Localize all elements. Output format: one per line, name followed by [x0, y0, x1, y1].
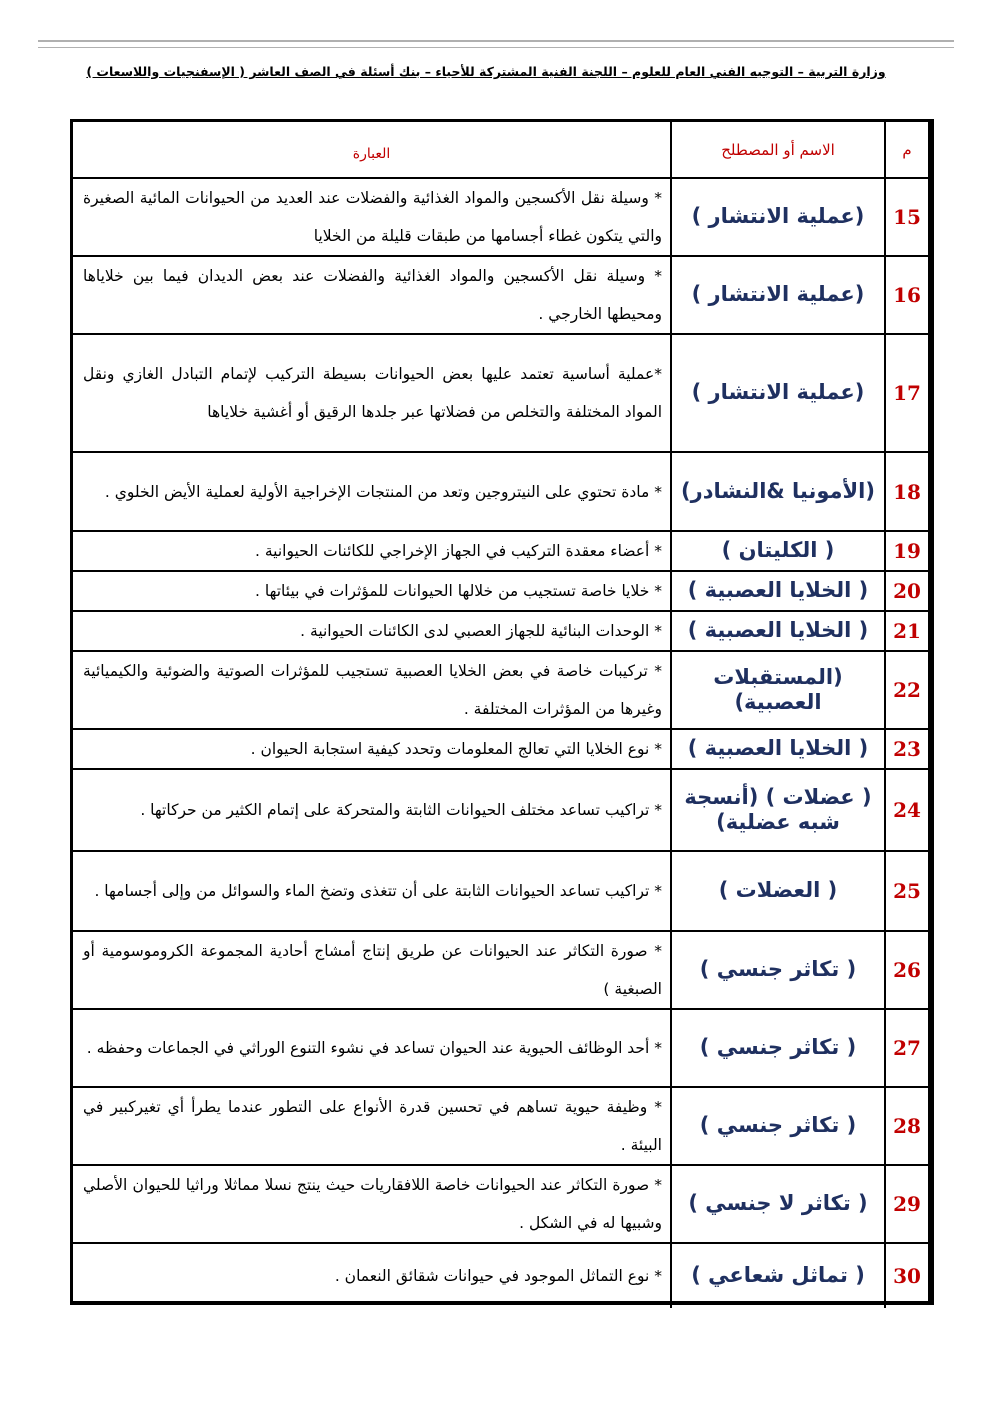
header-statement: العبارة	[73, 122, 670, 179]
row-number: 15	[884, 179, 928, 257]
row-number: 18	[884, 453, 928, 532]
row-number: 22	[884, 652, 928, 730]
table-row	[73, 453, 928, 532]
table-row	[73, 612, 928, 652]
row-term: ( تكاثر لا جنسي )	[670, 1166, 884, 1244]
row-number: 25	[884, 852, 928, 932]
table-row	[73, 532, 928, 572]
table-row	[73, 852, 928, 932]
top-border-line-inner	[38, 47, 954, 48]
row-statement: * مادة تحتوي على النيتروجين وتعد من المنتجات الإخراجية الأولية لعملية الأيض الخلوي .	[73, 453, 670, 532]
row-statement: * صورة التكاثر عند الحيوانات خاصة اللافقاريات حيث ينتج نسلا مماثلا وراثيا للحيوان الأصلي وشبيها له في الشكل .	[73, 1166, 670, 1244]
row-statement: * أحد الوظائف الحيوية عند الحيوان تساعد في نشوء التنوع الوراثي في الجماعات وحفظه .	[73, 1010, 670, 1088]
row-term: (الأمونيا &النشادر)	[670, 453, 884, 532]
table-row	[73, 770, 928, 852]
row-term: ( تماثل شعاعي )	[670, 1244, 884, 1308]
table-header-row	[73, 122, 928, 179]
table-row	[73, 1244, 928, 1308]
row-statement: * صورة التكاثر عند الحيوانات عن طريق إنتاج أمشاج أحادية المجموعة الكروموسومية أو الصبغية )	[73, 932, 670, 1010]
header-num: م	[884, 122, 928, 179]
table-row	[73, 1010, 928, 1088]
page-header: وزارة التربية – التوجيه الفني العام للعلوم – اللجنة الفنية المشتركة للأحياء – بنك أسئلة في الصف العاشر ( الإسفنجيات واللاسعات )	[86, 64, 886, 79]
table-row	[73, 1088, 928, 1166]
row-statement: * خلايا خاصة تستجيب من خلالها الحيوانات للمؤثرات في بيئاتها .	[73, 572, 670, 612]
row-term: ( الكليتان )	[670, 532, 884, 572]
row-statement: * نوع الخلايا التي تعالج المعلومات وتحدد كيفية استجابة الحيوان .	[73, 730, 670, 770]
row-number: 16	[884, 257, 928, 335]
row-term: (عملية الانتشار )	[670, 257, 884, 335]
row-number: 24	[884, 770, 928, 852]
top-border-line	[38, 40, 954, 42]
row-term: ( عضلات ) (أنسجة شبه عضلية)	[670, 770, 884, 852]
table-body	[73, 179, 928, 1308]
table-row	[73, 335, 928, 453]
table-row	[73, 572, 928, 612]
table-row	[73, 730, 928, 770]
table-row	[73, 652, 928, 730]
row-term: ( الخلايا العصبية )	[670, 730, 884, 770]
row-number: 21	[884, 612, 928, 652]
question-bank-table-frame	[70, 119, 934, 1305]
row-statement: * وسيلة نقل الأكسجين والمواد الغذائية والفضلات عند بعض الديدان فيما بين خلاياها ومحيطها الخارجي .	[73, 257, 670, 335]
row-number: 19	[884, 532, 928, 572]
row-statement: * تركيبات خاصة في بعض الخلايا العصبية تستجيب للمؤثرات الصوتية والضوئية والكيميائية وغيرها من المؤثرات المختلفة .	[73, 652, 670, 730]
row-number: 27	[884, 1010, 928, 1088]
row-statement: * وظيفة حيوية تساهم في تحسين قدرة الأنواع على التطور عندما يطرأ أي تغيركبير في البيئة .	[73, 1088, 670, 1166]
question-bank-table	[73, 122, 928, 1308]
row-statement: * نوع التماثل الموجود في حيوانات شقائق النعمان .	[334, 1267, 662, 1285]
row-number: 20	[884, 572, 928, 612]
row-term: ( تكاثر جنسي )	[670, 1010, 884, 1088]
row-statement: *عملية أساسية تعتمد عليها بعض الحيوانات بسيطة التركيب لإتمام التبادل الغازي ونقل المواد المختلفة والتخلص من فضلاتها عبر جلدها الرقيق أو أغشية خلاياها	[73, 335, 670, 453]
row-term: ( تكاثر جنسي )	[670, 932, 884, 1010]
table-row	[73, 179, 928, 257]
row-term: ( الخلايا العصبية )	[670, 612, 884, 652]
row-statement: * وسيلة نقل الأكسجين والمواد الغذائية والفضلات عند العديد من الحيوانات المائية الصغيرة والتي يتكون غطاء أجسامها من طبقات قليلة من الخلايا	[73, 179, 670, 257]
row-number: 30	[884, 1244, 928, 1308]
table-row	[73, 1166, 928, 1244]
row-term: (عملية الانتشار )	[670, 335, 884, 453]
row-statement: * الوحدات البنائية للجهاز العصبي لدى الكائنات الحيوانية .	[73, 612, 670, 652]
row-term: (عملية الانتشار )	[670, 179, 884, 257]
row-number: 17	[884, 335, 928, 453]
row-term: ( تكاثر جنسي )	[670, 1088, 884, 1166]
row-statement: * تراكيب تساعد الحيوانات الثابتة على أن تتغذى وتضخ الماء والسوائل من وإلى أجسامها .	[73, 852, 670, 932]
row-number: 23	[884, 730, 928, 770]
row-statement: * تراكيب تساعد مختلف الحيوانات الثابتة والمتحركة على إتمام الكثير من حركاتها .	[73, 770, 670, 852]
table-row	[73, 257, 928, 335]
row-term: ( الخلايا العصبية )	[670, 572, 884, 612]
row-number: 26	[884, 932, 928, 1010]
row-number: 28	[884, 1088, 928, 1166]
table-row	[73, 932, 928, 1010]
row-number: 29	[884, 1166, 928, 1244]
row-term: ( العضلات )	[670, 852, 884, 932]
row-term: (المستقبلات العصبية)	[670, 652, 884, 730]
header-term: الاسم أو المصطلح	[670, 122, 884, 179]
row-statement: * أعضاء معقدة التركيب في الجهاز الإخراجي للكائنات الحيوانية .	[73, 532, 670, 572]
